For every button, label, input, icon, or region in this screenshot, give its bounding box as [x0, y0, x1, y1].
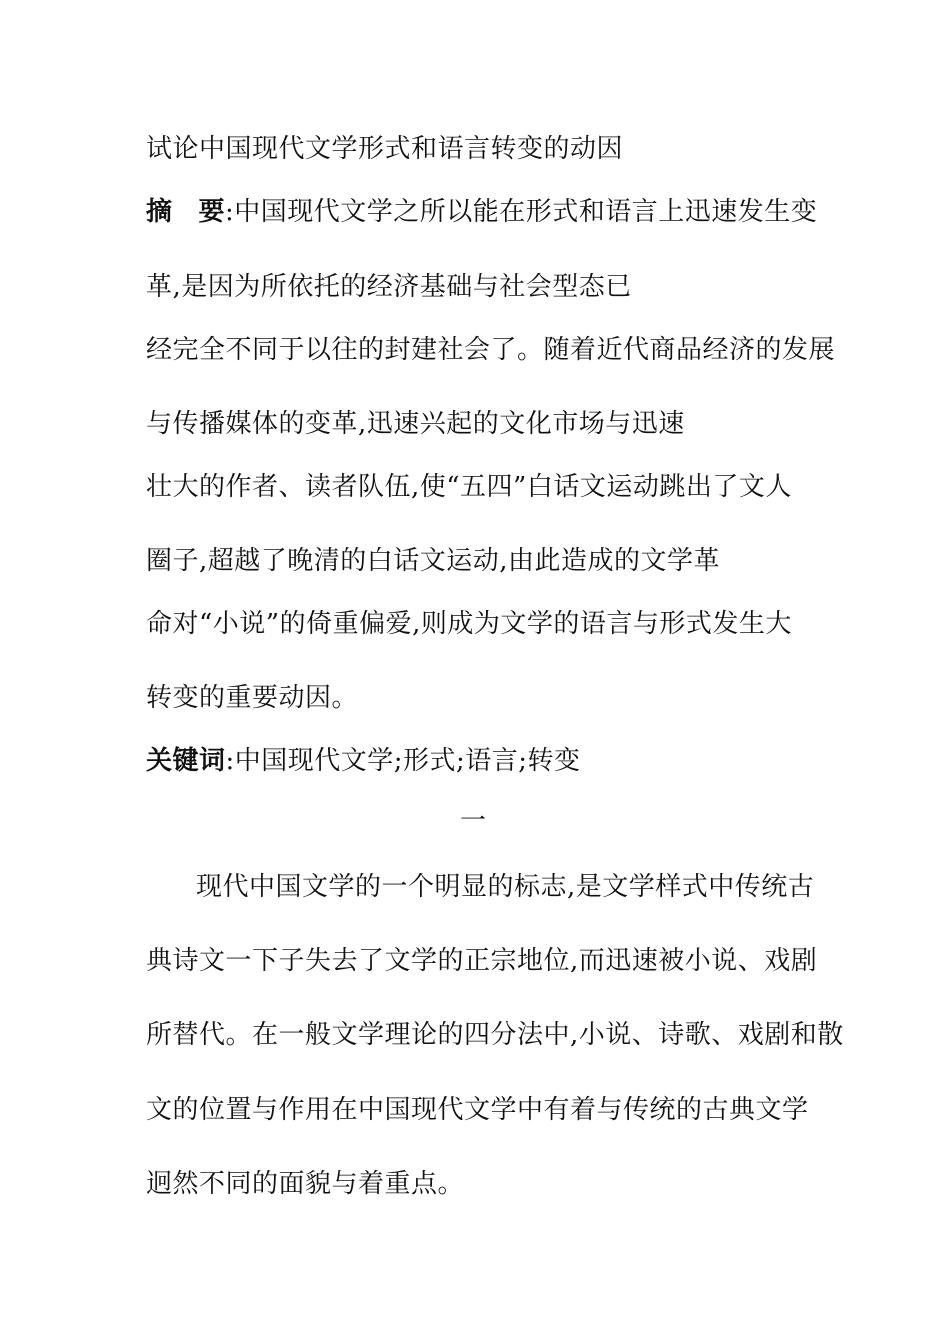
abstract-line: 圈子,超越了晚清的白话文运动,由此造成的文学革 — [146, 546, 721, 576]
abstract-label-second-char: 要 — [198, 197, 226, 227]
body-line: 文的位置与作用在中国现代文学中有着与传统的古典文学 — [146, 1095, 809, 1125]
abstract-line: 革,是因为所依托的经济基础与社会型态已 — [146, 272, 632, 302]
abstract-line: 经完全不同于以往的封建社会了。随着近代商品经济的发展 — [146, 335, 836, 365]
abstract-first-line — [146, 196, 817, 228]
body-line: 所替代。在一般文学理论的四分法中,小说、诗歌、戏剧和散 — [146, 1020, 844, 1050]
abstract-line: 命对“小说”的倚重偏爱,则成为文学的语言与形式发生大 — [146, 609, 792, 639]
keywords-text: :中国现代文学;形式;语言;转变 — [225, 746, 581, 776]
abstract-label-first-char: 摘 — [146, 197, 173, 227]
body-line: 现代中国文学的一个明显的标志,是文学样式中传统古 — [196, 872, 815, 902]
abstract-line: :中国现代文学之所以能在形式和语言上迅速发生变 — [225, 197, 818, 227]
keywords-label: 关键词 — [146, 746, 226, 776]
document-title: 试论中国现代文学形式和语言转变的动因 — [146, 134, 624, 164]
abstract-line: 壮大的作者、读者队伍,使“五四”白话文运动跳出了文人 — [146, 472, 792, 502]
body-line: 迥然不同的面貌与着重点。 — [146, 1169, 465, 1199]
abstract-line: 与传播媒体的变革,迅速兴起的文化市场与迅速 — [146, 409, 685, 439]
section-number: 一 — [460, 806, 487, 836]
abstract-line: 转变的重要动因。 — [146, 683, 359, 713]
body-line: 典诗文一下子失去了文学的正宗地位,而迅速被小说、戏剧 — [146, 946, 818, 976]
keywords-line — [146, 745, 581, 777]
